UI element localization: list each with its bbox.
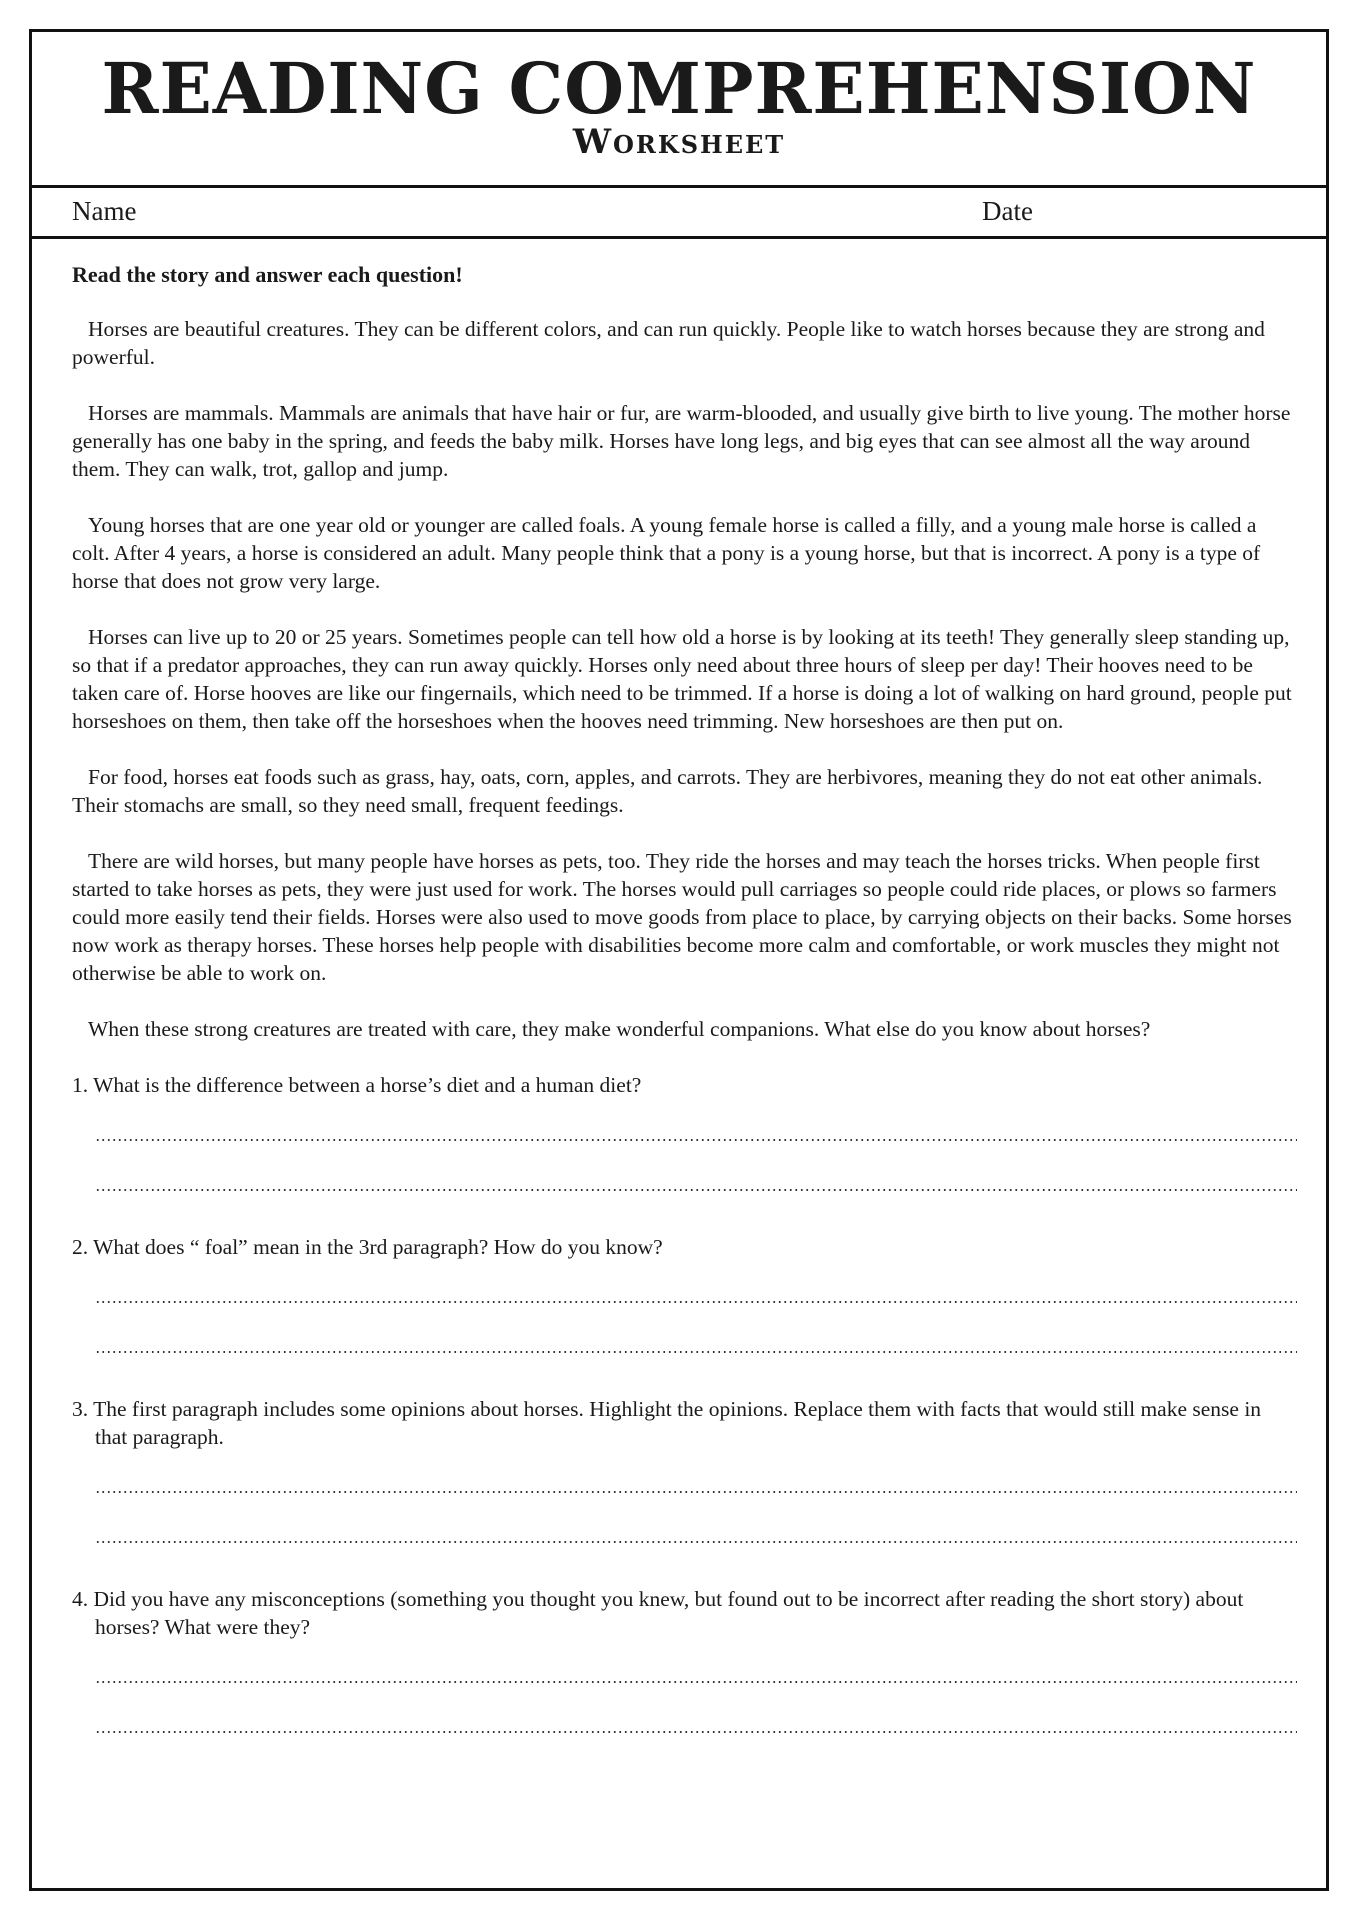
- worksheet-page: [29, 29, 1329, 1891]
- title-box: [32, 32, 1326, 188]
- name-label: Name: [72, 196, 137, 226]
- answer-line[interactable]: [95, 1501, 1297, 1551]
- worksheet-subtitle: Worksheet: [572, 122, 786, 162]
- question-block: [72, 1071, 1297, 1199]
- instruction-text: Read the story and answer each question!: [72, 262, 463, 287]
- question-text: 2. What does “ foal” mean in the 3rd paragraph? How do you know?: [72, 1235, 663, 1259]
- story-paragraph: When these strong creatures are treated with care, they make wonderful companions. What else do you know about horses?: [88, 1017, 1151, 1041]
- answer-line[interactable]: [95, 1451, 1297, 1501]
- story-paragraph: Horses are beautiful creatures. They can be different colors, and can run quickly. People like to watch horses because they are strong and powerful.: [72, 317, 1265, 369]
- date-label: Date: [982, 196, 1033, 226]
- worksheet-title: READING COMPREHENSION: [101, 47, 1257, 130]
- story-paragraph: Horses are mammals. Mammals are animals that have hair or fur, are warm-blooded, and usually give birth to live young. The mother horse generally has one baby in the spring, and feeds the baby milk. Horses have long legs, and big eyes that can see almost all the way around them. They can walk, trot, gallop and jump.: [72, 401, 1291, 481]
- question-block: [72, 1585, 1297, 1741]
- story-paragraph: Horses can live up to 20 or 25 years. Sometimes people can tell how old a horse is by looking at its teeth! They generally sleep standing up, so that if a predator approaches, they can run away quickly. Horses only need about three hours of sleep per day! Their hooves need to be taken care of. Horse hooves are like our fingernails, which need to be trimmed. If a horse is doing a lot of walking on hard ground, people put horseshoes on them, then take off the horseshoes when the hooves need trimming. New horseshoes are then put on.: [72, 625, 1292, 733]
- story-paragraph: For food, horses eat foods such as grass, hay, oats, corn, apples, and carrots. They are herbivores, meaning they do not eat other animals. Their stomachs are small, so they need small, frequent feedings.: [72, 765, 1263, 817]
- question-block: [72, 1233, 1297, 1361]
- answer-line[interactable]: [95, 1149, 1297, 1199]
- answer-line[interactable]: [95, 1641, 1297, 1691]
- answer-line[interactable]: [95, 1311, 1297, 1361]
- question-block: [72, 1395, 1297, 1551]
- question-text: 3. The first paragraph includes some opinions about horses. Highlight the opinions. Replace them with facts that would still make sense in that paragraph.: [72, 1397, 1262, 1449]
- question-text: 1. What is the difference between a horse’s diet and a human diet?: [72, 1073, 642, 1097]
- story-paragraph: There are wild horses, but many people have horses as pets, too. They ride the horses and may teach the horses tricks. When people first started to take horses as pets, they were just used for work. The horses would pull carriages so people could ride places, or plows so farmers could more easily tend their fields. Horses were also used to move goods from place to place, by carrying objects on their backs. Some horses now work as therapy horses. These horses help people with disabilities become more calm and comfortable, or work muscles they might not otherwise be able to work on.: [72, 849, 1292, 985]
- answer-line[interactable]: [95, 1691, 1297, 1741]
- question-text: 4. Did you have any misconceptions (something you thought you knew, but found out to be incorrect after reading the short story) about horses? What were they?: [72, 1587, 1244, 1639]
- story-paragraph: Young horses that are one year old or younger are called foals. A young female horse is called a filly, and a young male horse is called a colt. After 4 years, a horse is considered an adult. Many people think that a pony is a young horse, but that is incorrect. A pony is a type of horse that does not grow very large.: [72, 513, 1261, 593]
- worksheet-content: [72, 261, 1297, 1775]
- name-date-row: [32, 188, 1326, 239]
- answer-line[interactable]: [95, 1099, 1297, 1149]
- answer-line[interactable]: [95, 1261, 1297, 1311]
